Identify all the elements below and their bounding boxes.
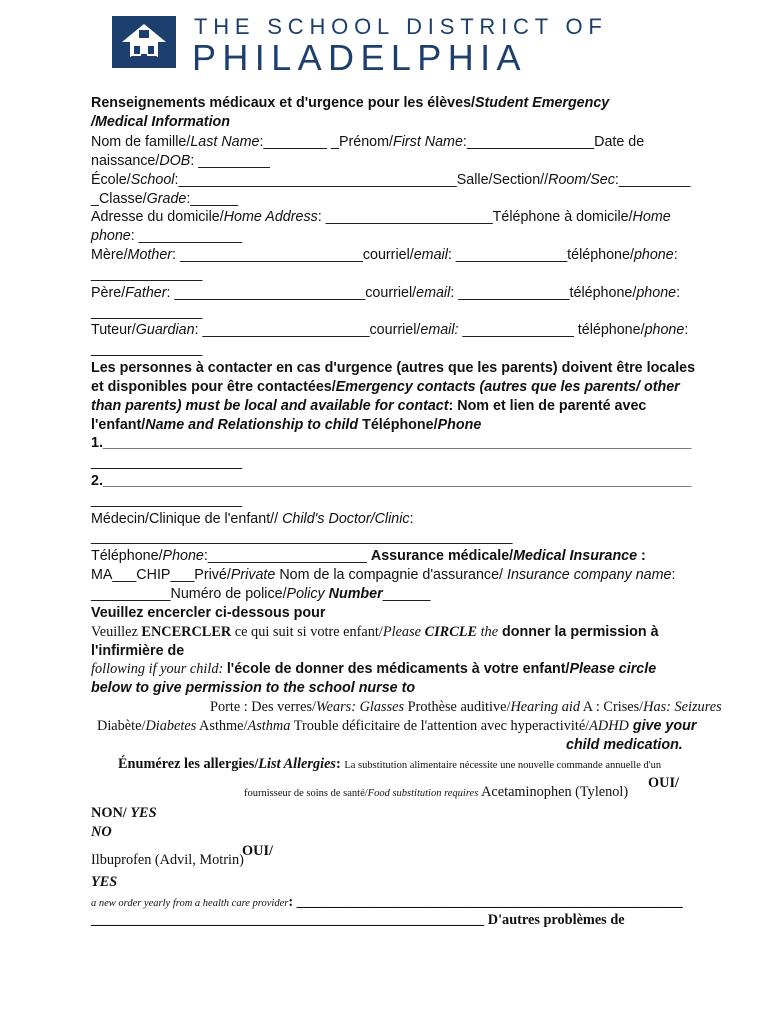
permission-line-2: Veuillez ENCERCLER ce qui suit si votre enfant/Please CIRCLE the donner la permission à: [91, 624, 659, 640]
mother-phone-cont[interactable]: ______________: [91, 266, 203, 282]
emergency-contact-1-cont[interactable]: ___________________: [91, 454, 243, 470]
school-building-logo-icon: [112, 16, 176, 68]
ibuprofen-yes[interactable]: YES: [91, 874, 118, 890]
form-title: [91, 94, 609, 113]
form-title-cont: /Medical Information: [91, 114, 231, 130]
school-room-field[interactable]: École/School:___________________________________Salle/Section//Room/Sec:_________: [91, 172, 691, 188]
food-substitution-line: fournisseur de soins de santé/Food substitution requires Acetaminophen (Tylenol): [244, 784, 629, 800]
dob-field[interactable]: naissance/DOB: _________: [91, 153, 270, 169]
insurance-type-field[interactable]: MA___CHIP___Privé/Private Nom de la compagnie d'assurance/ Insurance company name:: [91, 567, 676, 583]
emergency-contact-1[interactable]: 1.__________________________________________________________________________: [91, 435, 692, 451]
emergency-heading-2: et disponibles pour être contactées/Emergency contacts (autres que les parents/ other: [91, 379, 680, 395]
conditions-line-2: Diabète/Diabetes Asthme/Asthma Trouble déficitaire de l'attention avec hyperactivité/ADHD give your: [97, 718, 697, 734]
grade-field[interactable]: _Classe/Grade:______: [91, 191, 239, 207]
org-name-line1: THE SCHOOL DISTRICT OF: [194, 14, 608, 39]
emergency-heading-4: l'enfant/Name and Relationship to child Téléphone/Phone: [91, 417, 482, 433]
permission-line-4: following if your child: l'école de donner des médicaments à votre enfant/Please circle: [91, 661, 657, 677]
district-logo: [112, 12, 608, 78]
conditions-line-1: Porte : Des verres/Wears: Glasses Prothèse auditive/Hearing aid A : Crises/Has: Seizures: [210, 699, 722, 715]
permission-line-3: l'infirmière de: [91, 643, 185, 659]
father-phone-cont[interactable]: ______________: [91, 304, 203, 320]
doctor-field[interactable]: _____________________________________________________: [91, 529, 513, 545]
acetaminophen-non-yes[interactable]: NON/ YES: [91, 805, 157, 821]
allergies-line: Énumérez les allergies/List Allergies: La substitution alimentaire nécessite une nouvelle commande annuelle d'un: [118, 756, 662, 772]
last-first-name-field[interactable]: Nom de famille/Last Name:________ _Prénom/First Name:________________Date de: [91, 134, 645, 150]
home-address-field[interactable]: Adresse du domicile/Home Address: _____________________Téléphone à domicile/Home: [91, 209, 671, 225]
acetaminophen-oui[interactable]: OUI/: [648, 775, 679, 791]
emergency-heading-1: Les personnes à contacter en cas d'urgence (autres que les parents) doivent être locales: [91, 360, 696, 376]
ibuprofen-oui[interactable]: OUI/: [242, 843, 273, 859]
conditions-line-3: child medication.: [566, 737, 683, 753]
doctor-label: Médecin/Clinique de l'enfant// Child's Doctor/Clinic:: [91, 511, 414, 527]
mother-field[interactable]: Mère/Mother: _______________________courriel/email: ______________téléphone/phone:: [91, 247, 678, 263]
guardian-field[interactable]: Tuteur/Guardian: _____________________courriel/email: ______________ téléphone/phone:: [91, 322, 689, 338]
title-en: Student Emergency: [475, 95, 610, 111]
policy-number-field[interactable]: __________Numéro de police/Policy Number______: [91, 586, 431, 602]
ibuprofen-label: Ilbuprofen (Advil, Motrin): [91, 852, 244, 868]
emergency-contact-2-cont[interactable]: ___________________: [91, 492, 243, 508]
org-name-line2: PHILADELPHIA: [192, 37, 527, 78]
emergency-contact-2[interactable]: 2.__________________________________________________________________________: [91, 473, 692, 489]
guardian-phone-cont[interactable]: ______________: [91, 341, 203, 357]
other-problems-line[interactable]: _______________________________________________________ D'autres problèmes de: [91, 912, 625, 928]
permission-heading: Veuillez encercler ci-dessous pour: [91, 605, 326, 621]
title-fr: Renseignements médicaux et d'urgence pour les élèves/: [91, 95, 475, 111]
emergency-heading-3: than parents) must be local and available for contact: Nom et lien de parenté avec: [91, 398, 647, 414]
home-phone-field[interactable]: phone: _____________: [91, 228, 243, 244]
acetaminophen-no[interactable]: NO: [91, 824, 112, 840]
father-field[interactable]: Père/Father: ________________________courriel/email: ______________téléphone/phone:: [91, 285, 681, 301]
phone-insurance-field[interactable]: Téléphone/Phone:____________________ Assurance médicale/Medical Insurance :: [91, 548, 646, 564]
permission-line-5: below to give permission to the school nurse to: [91, 680, 416, 696]
health-care-provider-line[interactable]: a new order yearly from a health care provider: ______________________________________________________: [91, 894, 683, 910]
